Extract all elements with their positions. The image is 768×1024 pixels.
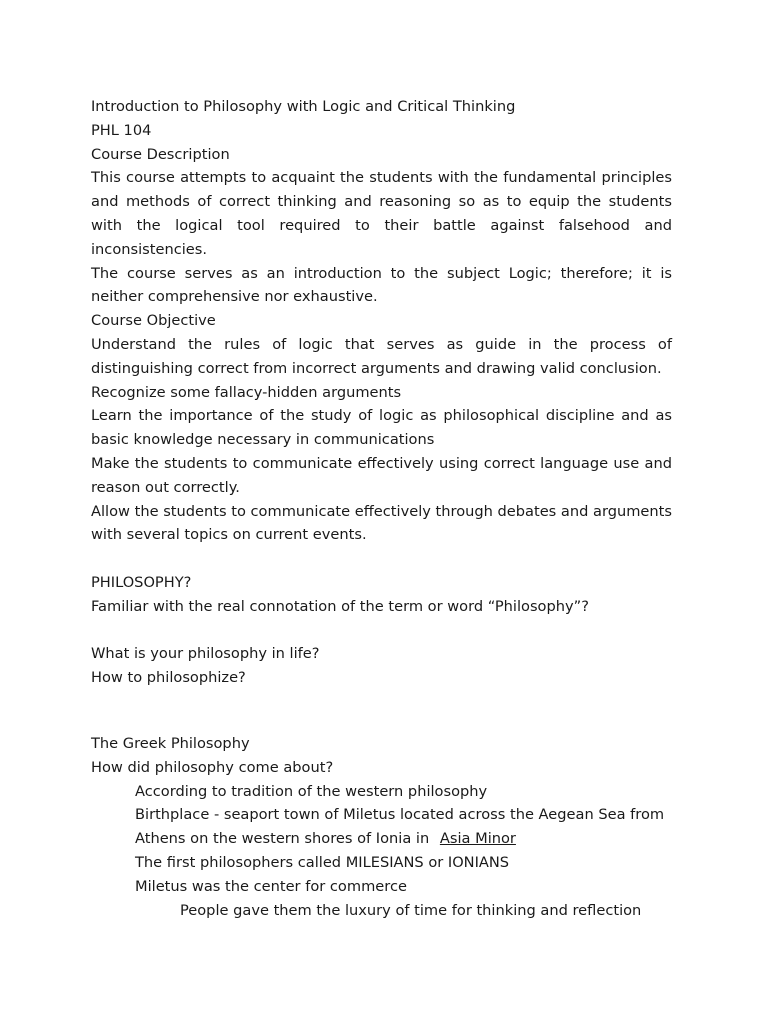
- greek-point-birthplace: Birthplace - seaport town of Miletus located across the Aegean Sea from: [135, 806, 665, 824]
- greek-point-commerce: Miletus was the center for commerce: [135, 877, 407, 895]
- greek-point-tradition: According to tradition of the western philosophy: [135, 782, 488, 800]
- objective-heading: Course Objective: [91, 312, 216, 330]
- objective-item: Understand the rules of logic that serves as guide in the process of distinguishing correct from incorrect arguments and drawing valid conclusion.: [91, 335, 672, 377]
- birthplace-text: Athens on the western shores of Ionia in: [135, 830, 430, 848]
- greek-heading: The Greek Philosophy: [91, 734, 250, 752]
- philosophize-question: How to philosophize?: [91, 669, 246, 687]
- greek-question: How did philosophy come about?: [91, 758, 334, 776]
- philosophy-heading: PHILOSOPHY?: [91, 573, 192, 591]
- document-page: [91, 95, 672, 922]
- course-title: Introduction to Philosophy with Logic and Critical Thinking: [91, 98, 516, 115]
- philosophy-life-question: What is your philosophy in life?: [91, 645, 320, 663]
- greek-subpoint-reflection: People gave them the luxury of time for thinking and reflection: [180, 901, 642, 919]
- asia-minor-text: Asia Minor: [439, 830, 516, 848]
- spacer: [91, 690, 672, 732]
- spacer: [91, 547, 672, 571]
- greek-point-birthplace-cont: [91, 827, 672, 851]
- description-heading: Course Description: [91, 145, 230, 163]
- philosophy-question: Familiar with the real connotation of the term or word “Philosophy”?: [91, 597, 589, 615]
- description-paragraph-2: The course serves as an introduction to the subject Logic; therefore; it is neither comprehensive nor exhaustive.: [91, 264, 672, 306]
- description-paragraph-1: This course attempts to acquaint the students with the fundamental principles and methods of correct thinking and reasoning so as to equip the students with the logical tool required to their battle against falsehood and inconsistencies.: [91, 169, 672, 258]
- spacer: [91, 619, 672, 643]
- objective-item: Learn the importance of the study of logic as philosophical discipline and as basic knowledge necessary in communications: [91, 407, 672, 449]
- objective-item: Recognize some fallacy-hidden arguments: [91, 383, 402, 401]
- objective-item: Make the students to communicate effectively using correct language use and reason out correctly.: [91, 454, 672, 496]
- course-code: PHL 104: [91, 121, 152, 139]
- objective-item: Allow the students to communicate effectively through debates and arguments with several topics on current events.: [91, 502, 672, 544]
- greek-point-milesians: The first philosophers called MILESIANS or IONIANS: [135, 853, 510, 871]
